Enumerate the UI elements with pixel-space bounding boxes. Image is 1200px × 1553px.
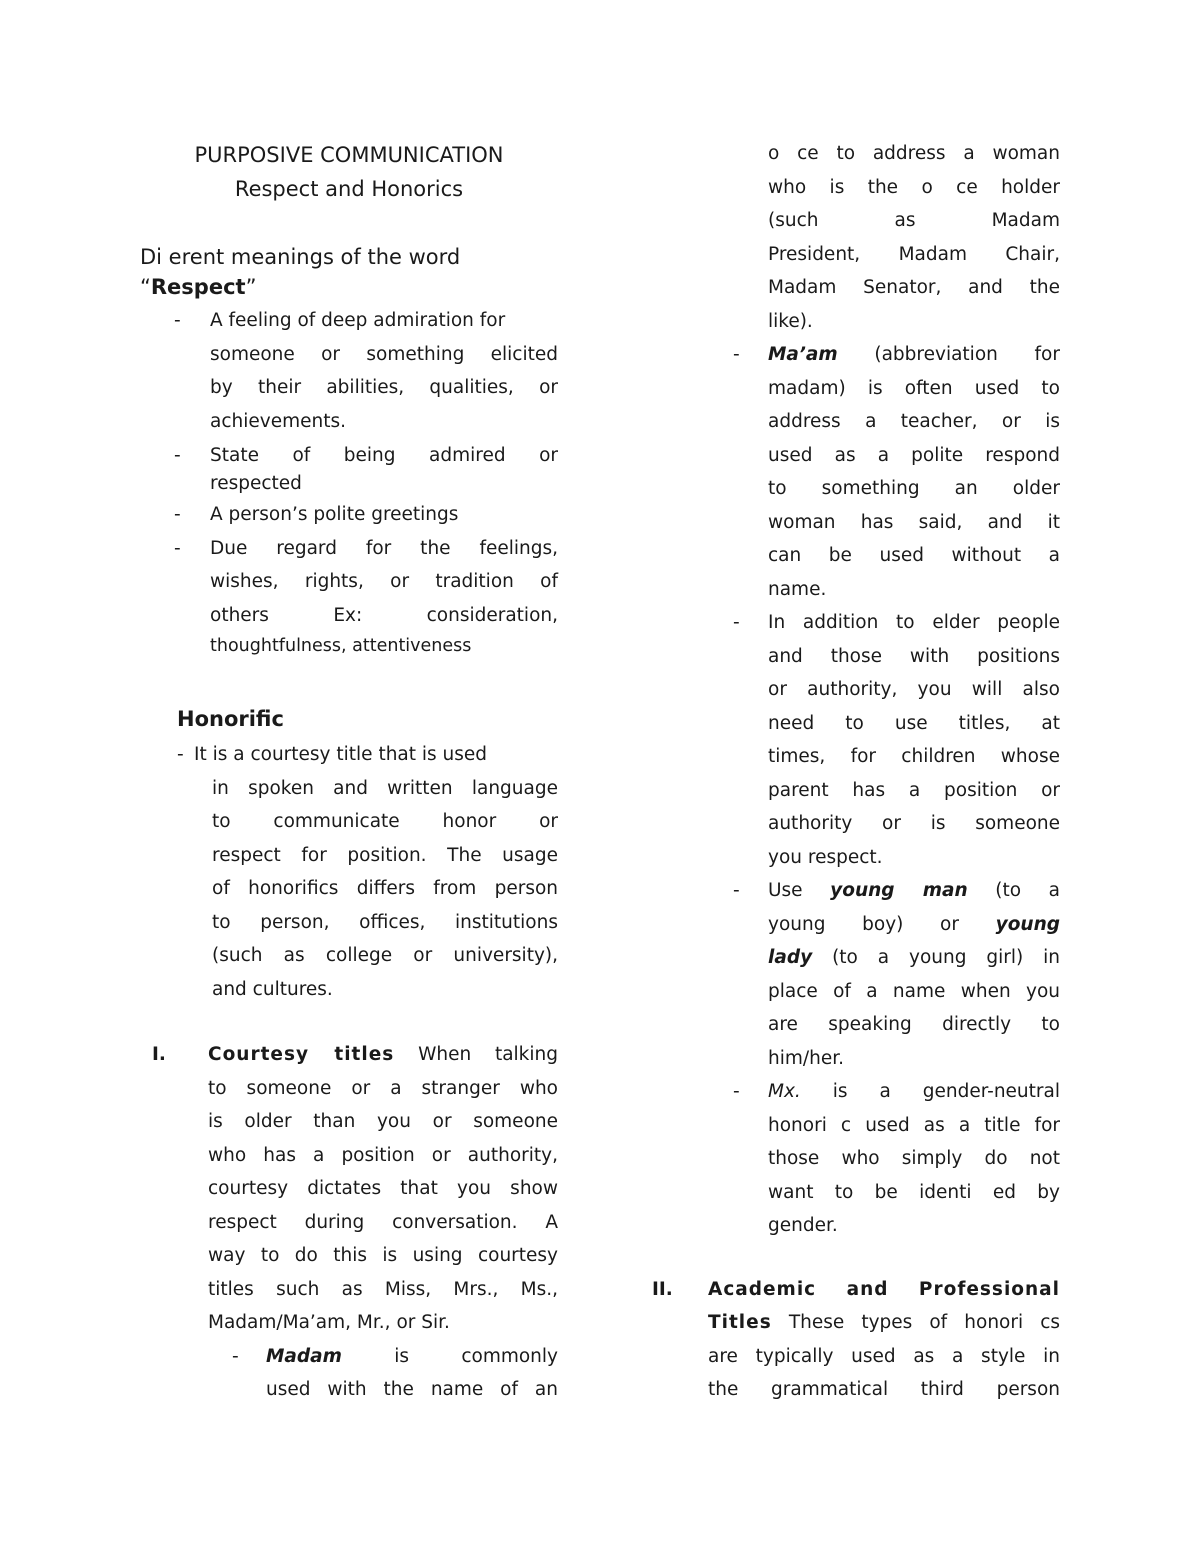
young-lady-rest: (to a young girl) in bbox=[832, 947, 1060, 968]
dash-bullet: - bbox=[733, 344, 740, 365]
young-second-line bbox=[768, 908, 1060, 942]
courtesy-line: way to do this is using courtesy bbox=[208, 1245, 558, 1266]
item-line: wishes, rights, or tradition of bbox=[210, 571, 558, 592]
right-column bbox=[640, 138, 1060, 1407]
list-item bbox=[140, 498, 558, 532]
document-title bbox=[135, 138, 558, 206]
madam-cont-line: like). bbox=[768, 310, 813, 332]
maam-first-line bbox=[768, 338, 1060, 372]
mx-line: those who simply do not bbox=[768, 1148, 1060, 1169]
dash-bullet: - bbox=[174, 310, 181, 331]
roman-numeral: II. bbox=[652, 1278, 673, 1300]
item-line: State of being admired or bbox=[210, 445, 558, 466]
madam-cont-line: who is the o ce holder bbox=[768, 176, 1060, 198]
addition-line: or authority, you will also bbox=[768, 679, 1060, 700]
definition-line: (such as college or university), bbox=[212, 945, 558, 966]
honorific-heading: Honorific bbox=[177, 707, 284, 731]
addition-item bbox=[640, 606, 1060, 874]
item-line: achievements. bbox=[210, 410, 346, 432]
academic-line: are typically used as a style in bbox=[708, 1345, 1060, 1367]
madam-line: used with the name of an bbox=[266, 1379, 558, 1400]
academic-first-rest: These types of honori cs bbox=[788, 1312, 1061, 1333]
courtesy-line: Madam/Ma’am, Mr., or Sir. bbox=[208, 1312, 450, 1333]
maam-term: Ma’am bbox=[768, 344, 838, 365]
definition-line: to communicate honor or bbox=[212, 811, 558, 832]
addition-line: times, for children whose bbox=[768, 746, 1060, 767]
respect-list bbox=[140, 304, 558, 660]
young-man-rest: (to a bbox=[995, 880, 1060, 901]
courtesy-titles-section bbox=[140, 1038, 558, 1340]
mx-line: want to be identi ed by bbox=[768, 1181, 1060, 1203]
courtesy-line: titles such as Miss, Mrs., Ms., bbox=[208, 1278, 558, 1300]
roman-numeral: I. bbox=[152, 1044, 166, 1065]
young-third-line bbox=[768, 941, 1060, 975]
madam-first-line bbox=[266, 1340, 558, 1374]
mx-first-line bbox=[768, 1075, 1060, 1109]
young-line: are speaking directly to bbox=[768, 1014, 1060, 1035]
madam-cont-line: President, Madam Chair, bbox=[768, 243, 1060, 265]
madam-cont-line: o ce to address a woman bbox=[768, 143, 1060, 164]
academic-first-line bbox=[708, 1306, 1060, 1340]
definition-line: to person, offices, institutions bbox=[212, 911, 558, 933]
item-line: A person’s polite greetings bbox=[210, 504, 459, 525]
madam-continuation bbox=[640, 137, 1060, 338]
addition-line: parent has a position or bbox=[768, 779, 1060, 801]
respect-heading bbox=[140, 242, 558, 302]
item-line: respected bbox=[210, 473, 302, 494]
young-term: young bbox=[995, 913, 1061, 935]
definition-line: It is a courtesy title that is used bbox=[194, 744, 488, 765]
dash-bullet: - bbox=[174, 537, 181, 559]
list-item bbox=[140, 304, 558, 438]
mx-item bbox=[640, 1075, 1060, 1243]
courtesy-line: to someone or a stranger who bbox=[208, 1077, 558, 1099]
academic-title: Academic and Professional bbox=[708, 1278, 1060, 1300]
dash-bullet: - bbox=[733, 612, 740, 633]
maam-line: name. bbox=[768, 578, 827, 600]
item-line: A feeling of deep admiration for bbox=[210, 310, 506, 331]
addition-line: In addition to elder people bbox=[768, 612, 1060, 633]
young-man-term: young man bbox=[830, 880, 968, 901]
honorific-definition bbox=[140, 738, 558, 1006]
courtesy-first-line bbox=[208, 1038, 558, 1072]
young-line: place of a name when you bbox=[768, 980, 1060, 1002]
dash-bullet: - bbox=[733, 1081, 740, 1102]
courtesy-line: courtesy dictates that you show bbox=[208, 1178, 558, 1199]
courtesy-line: respect during conversation. A bbox=[208, 1211, 558, 1233]
item-line: thoughtfulness, attentiveness bbox=[210, 636, 472, 656]
mx-line: gender. bbox=[768, 1215, 838, 1236]
mx-rest: is a gender-neutral bbox=[832, 1081, 1060, 1102]
lady-term: lady bbox=[768, 947, 813, 968]
maam-line: address a teacher, or is bbox=[768, 411, 1060, 432]
academic-titles-section bbox=[640, 1273, 1060, 1407]
madam-term: Madam bbox=[266, 1345, 342, 1367]
maam-line: used as a polite respond bbox=[768, 444, 1060, 466]
list-item bbox=[140, 532, 558, 661]
maam-item bbox=[640, 338, 1060, 606]
madam-rest: is commonly bbox=[394, 1345, 558, 1367]
definition-line: of honorifics differs from person bbox=[212, 878, 558, 899]
courtesy-line: is older than you or someone bbox=[208, 1111, 558, 1132]
maam-line: to something an older bbox=[768, 478, 1060, 499]
respect-heading-line-2 bbox=[140, 272, 558, 302]
left-column bbox=[140, 138, 558, 1407]
quote-close: ” bbox=[245, 275, 257, 299]
maam-line: madam) is often used to bbox=[768, 377, 1060, 399]
mx-line: honori c used as a title for bbox=[768, 1114, 1060, 1136]
young-line: him/her. bbox=[768, 1047, 845, 1069]
young-boy-text: young boy) or bbox=[768, 913, 959, 935]
mx-term: Mx. bbox=[768, 1081, 801, 1102]
respect-heading-line-1: Di erent meanings of the word bbox=[140, 245, 461, 269]
maam-line: can be used without a bbox=[768, 545, 1060, 566]
young-first-line bbox=[768, 874, 1060, 908]
academic-line: the grammatical third person bbox=[708, 1379, 1060, 1400]
courtesy-line: who has a position or authority, bbox=[208, 1144, 558, 1166]
definition-line: respect for position. The usage bbox=[212, 844, 558, 866]
title-line-1: PURPOSIVE COMMUNICATION bbox=[194, 143, 504, 167]
young-item bbox=[640, 874, 1060, 1075]
dash-bullet: - bbox=[177, 744, 184, 765]
definition-line: in spoken and written language bbox=[212, 777, 558, 799]
quote-open: “ bbox=[140, 275, 151, 299]
definition-line: and cultures. bbox=[212, 978, 333, 1000]
addition-line: authority or is someone bbox=[768, 813, 1060, 834]
dash-bullet: - bbox=[174, 445, 181, 466]
courtesy-title-term: Courtesy titles bbox=[208, 1044, 395, 1065]
respect-word: Respect bbox=[150, 275, 246, 299]
academic-title-word: Titles bbox=[708, 1312, 772, 1333]
maam-line: woman has said, and it bbox=[768, 511, 1060, 533]
madam-item bbox=[140, 1340, 558, 1407]
maam-rest: (abbreviation for bbox=[874, 344, 1060, 365]
title-line-2: Respect and Honorics bbox=[234, 177, 464, 201]
young-use: Use bbox=[768, 880, 803, 901]
list-item bbox=[140, 442, 558, 498]
dash-bullet: - bbox=[174, 504, 181, 525]
dash-bullet: - bbox=[733, 880, 740, 901]
madam-cont-line: Madam Senator, and the bbox=[768, 277, 1060, 298]
item-line: by their abilities, qualities, or bbox=[210, 377, 558, 398]
item-line: others Ex: consideration, bbox=[210, 604, 558, 626]
addition-line: you respect. bbox=[768, 846, 883, 868]
addition-line: need to use titles, at bbox=[768, 712, 1060, 734]
courtesy-first-rest: When talking bbox=[418, 1044, 558, 1065]
addition-line: and those with positions bbox=[768, 645, 1060, 667]
item-line: someone or something elicited bbox=[210, 343, 558, 365]
dash-bullet: - bbox=[232, 1345, 239, 1367]
madam-cont-line: (such as Madam bbox=[768, 210, 1060, 231]
item-line: Due regard for the feelings, bbox=[210, 537, 558, 559]
